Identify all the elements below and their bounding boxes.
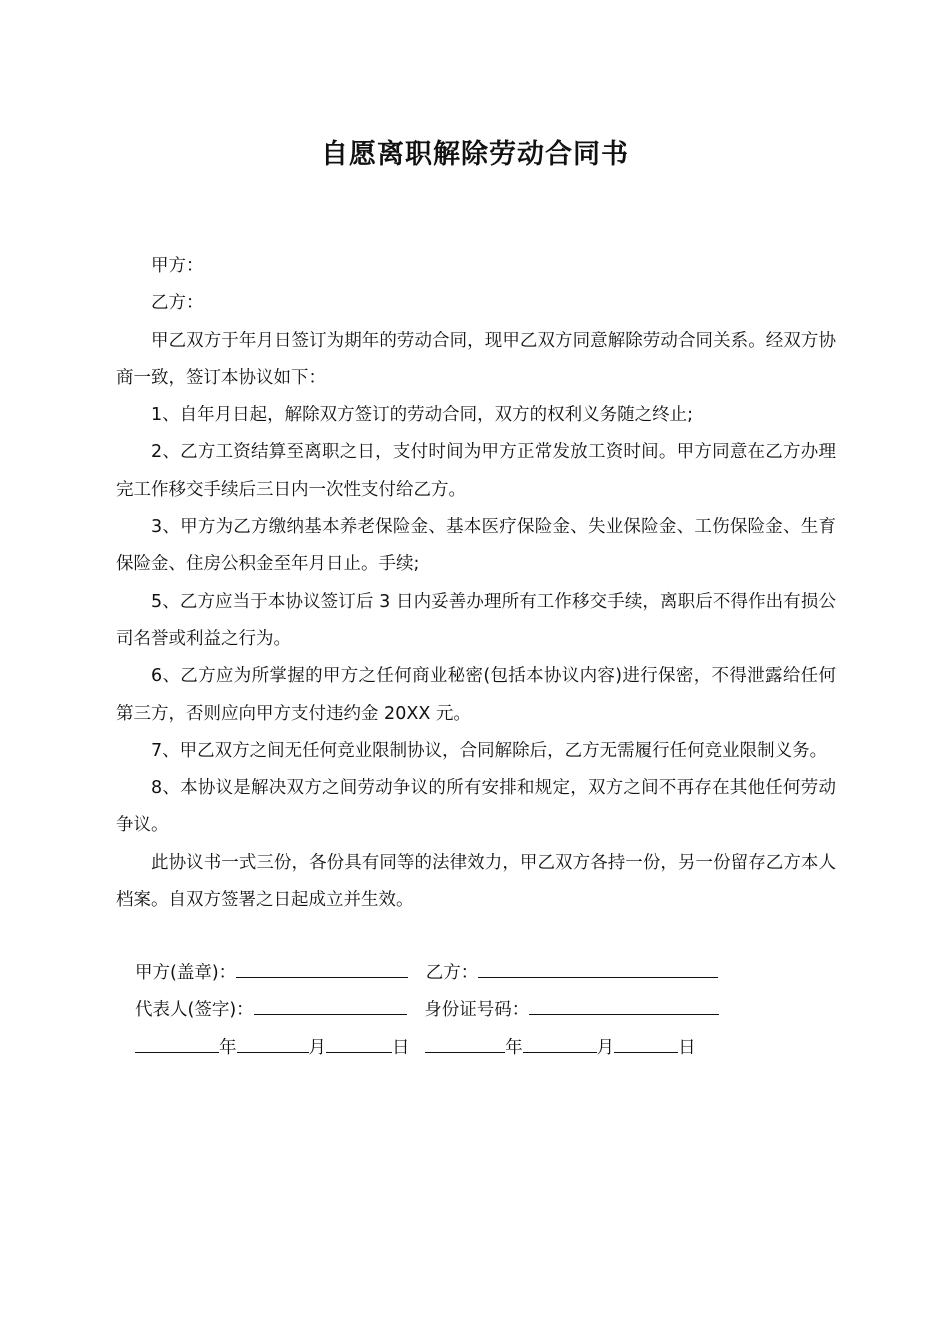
clause-1: 1、自年月日起，解除双方签订的劳动合同，双方的权利义务随之终止;	[151, 405, 694, 426]
party-b-year-blank[interactable]	[425, 1034, 505, 1053]
party-b-year-label: 年	[505, 1038, 523, 1058]
clause-8: 8、本协议是解决双方之间劳动争议的所有安排和规定，双方之间不再存在其他任何劳动争议。	[116, 778, 836, 836]
party-b-day-label: 日	[678, 1038, 696, 1058]
party-b-sign-label: 乙方：	[425, 963, 479, 983]
clause-6: 6、乙方应为所掌握的甲方之任何商业秘密(包括本协议内容)进行保密，不得泄露给任何第三方，否则应向甲方支付违约金 20XX 元。	[116, 666, 836, 724]
party-b-month-blank[interactable]	[523, 1034, 597, 1053]
representative-label: 代表人(签字)：	[135, 1000, 254, 1020]
party-b-sign-blank[interactable]	[478, 959, 718, 978]
clause-2: 2、乙方工资结算至离职之日，支付时间为甲方正常发放工资时间。甲方同意在乙方办理完工作移交手续后三日内一次性支付给乙方。	[116, 442, 836, 500]
party-b-day-blank[interactable]	[614, 1034, 678, 1053]
closing-paragraph: 此协议书一式三份，各份具有同等的法律效力，甲乙双方各持一份，另一份留存乙方本人档案。自双方签署之日起成立并生效。	[116, 852, 836, 911]
party-b-month-label: 月	[596, 1038, 615, 1058]
clause-3: 3、甲方为乙方缴纳基本养老保险金、基本医疗保险金、失业保险金、工伤保险金、生育保险金、住房公积金至年月日止。手续;	[116, 517, 836, 575]
signature-row-parties	[135, 958, 718, 988]
party-a-seal-blank[interactable]	[236, 959, 408, 978]
party-a-seal-label: 甲方(盖章)：	[135, 963, 237, 983]
document-body	[116, 248, 836, 919]
representative-blank[interactable]	[254, 996, 407, 1015]
clause-7: 7、甲乙双方之间无任何竞业限制协议，合同解除后，乙方无需履行任何竞业限制义务。	[151, 740, 828, 761]
clause-5: 5、乙方应当于本协议签订后 3 日内妥善办理所有工作移交手续，离职后不得作出有损公司名誉或利益之行为。	[116, 591, 836, 649]
party-a-day-label: 日	[392, 1038, 410, 1058]
document-title: 自愿离职解除劳动合同书	[321, 139, 629, 170]
party-a-month-blank[interactable]	[237, 1034, 309, 1053]
party-a-month-label: 月	[308, 1038, 326, 1058]
signature-row-representative	[135, 995, 719, 1025]
party-b-line: 乙方：	[151, 293, 204, 314]
id-number-label: 身份证号码：	[424, 1000, 530, 1020]
id-number-blank[interactable]	[529, 996, 719, 1015]
party-a-year-label: 年	[219, 1038, 237, 1058]
party-a-year-blank[interactable]	[135, 1034, 219, 1053]
party-a-day-blank[interactable]	[326, 1034, 392, 1053]
signature-row-dates	[135, 1033, 696, 1063]
party-a-line: 甲方：	[151, 256, 204, 276]
intro-paragraph: 甲乙双方于年月日签订为期年的劳动合同，现甲乙双方同意解除劳动合同关系。经双方协商一致，签订本协议如下：	[116, 330, 836, 388]
